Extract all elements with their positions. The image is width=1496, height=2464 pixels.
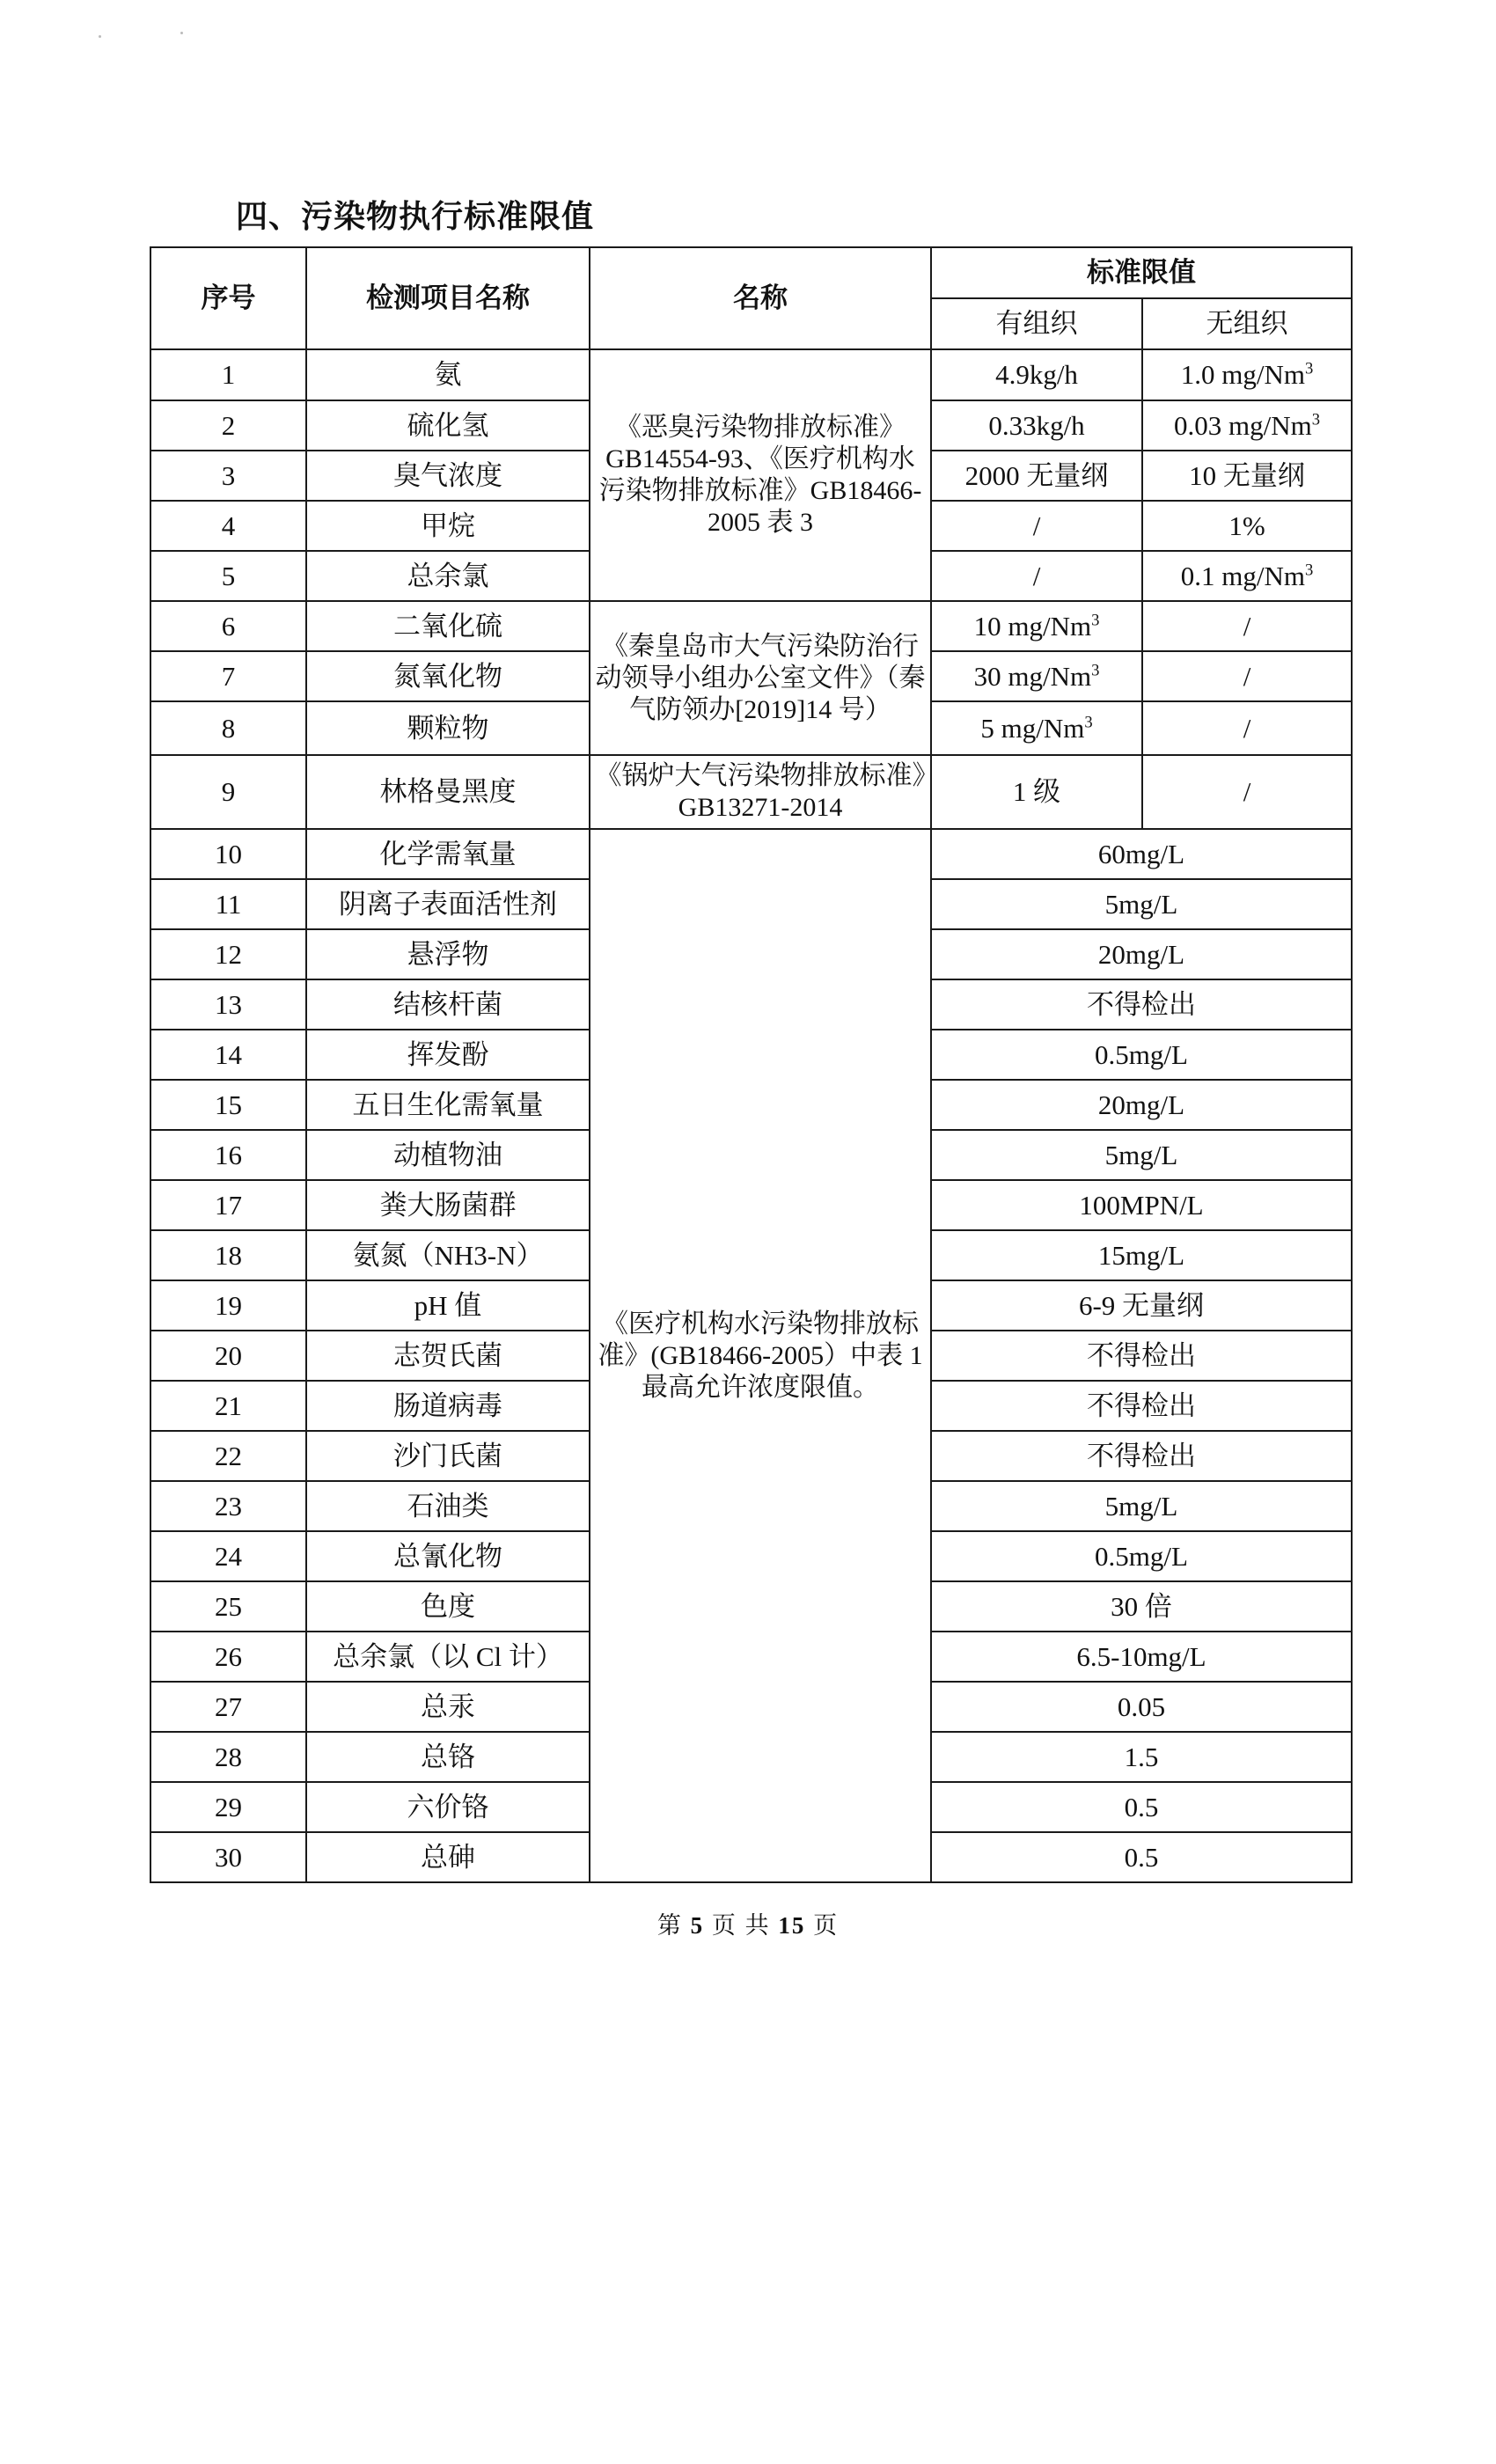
row-item: 总氰化物 [306,1531,590,1581]
row-index: 21 [150,1381,306,1431]
footer-middle: 页 共 [711,1912,771,1939]
row-organized: 2000 无量纲 [931,451,1142,501]
row-item: 肠道病毒 [306,1381,590,1431]
table-header-row [150,247,1352,298]
header-unorganized: 无组织 [1142,298,1352,349]
row-organized: 4.9kg/h [931,349,1142,400]
row-organized: 5 mg/Nm$^3$ [931,701,1142,755]
pollutant-limits-table [150,246,1353,1883]
row-item: 六价铬 [306,1782,590,1832]
row-item: 氮氧化物 [306,651,590,701]
header-index: 序号 [150,247,306,349]
row-item: 结核杆菌 [306,979,590,1030]
scan-speck [180,32,183,34]
row-unorganized: 1.0 mg/Nm$^3$ [1142,349,1352,400]
row-limit: 不得检出 [931,1331,1352,1381]
header-item: 检测项目名称 [306,247,590,349]
footer-page-number: 5 [690,1912,705,1939]
row-item: 氨氮（NH3-N） [306,1230,590,1280]
row-organized: 1 级 [931,755,1142,829]
row-organized: / [931,501,1142,551]
row-limit: 60mg/L [931,829,1352,879]
row-item: pH 值 [306,1280,590,1331]
row-index: 5 [150,551,306,601]
row-index: 10 [150,829,306,879]
row-index: 24 [150,1531,306,1581]
header-organized: 有组织 [931,298,1142,349]
row-item: 总余氯 [306,551,590,601]
standard-qinhuangdao: 《秦皇岛市大气污染防治行动领导小组办公室文件》（秦气防领办[2019]14 号） [590,601,931,755]
row-index: 18 [150,1230,306,1280]
header-limit: 标准限值 [931,247,1352,298]
row-unorganized: 10 无量纲 [1142,451,1352,501]
row-item: 总砷 [306,1832,590,1882]
row-limit: 5mg/L [931,879,1352,929]
row-item: 挥发酚 [306,1030,590,1080]
row-unorganized: / [1142,755,1352,829]
row-item: 总铬 [306,1732,590,1782]
row-index: 14 [150,1030,306,1080]
row-item: 悬浮物 [306,929,590,979]
row-item: 五日生化需氧量 [306,1080,590,1130]
row-index: 8 [150,701,306,755]
row-index: 9 [150,755,306,829]
row-index: 25 [150,1581,306,1632]
row-limit: 不得检出 [931,979,1352,1030]
row-limit: 不得检出 [931,1431,1352,1481]
row-unorganized: / [1142,701,1352,755]
row-item: 粪大肠菌群 [306,1180,590,1230]
row-index: 30 [150,1832,306,1882]
row-limit: 6-9 无量纲 [931,1280,1352,1331]
row-organized: 10 mg/Nm$^3$ [931,601,1142,651]
row-limit: 5mg/L [931,1130,1352,1180]
row-item: 化学需氧量 [306,829,590,879]
row-item: 沙门氏菌 [306,1431,590,1481]
row-limit: 0.5 [931,1782,1352,1832]
standard-medical-water: 《医疗机构水污染物排放标准》(GB18466-2005）中表 1 最高允许浓度限值。 [590,829,931,1882]
scan-speck [99,35,101,38]
standard-boiler: 《锅炉大气污染物排放标准》GB13271-2014 [590,755,931,829]
row-index: 19 [150,1280,306,1331]
row-limit: 不得检出 [931,1381,1352,1431]
row-index: 7 [150,651,306,701]
row-index: 4 [150,501,306,551]
row-unorganized: 0.1 mg/Nm$^3$ [1142,551,1352,601]
row-limit: 6.5-10mg/L [931,1632,1352,1682]
section-title: 四、污染物执行标准限值 [236,199,595,234]
row-index: 29 [150,1782,306,1832]
row-limit: 20mg/L [931,929,1352,979]
row-limit: 5mg/L [931,1481,1352,1531]
row-organized: / [931,551,1142,601]
footer-total-pages: 15 [778,1912,806,1939]
row-limit: 30 倍 [931,1581,1352,1632]
page-footer [0,1906,1496,1940]
table-row [150,601,1352,651]
footer-prefix: 第 [656,1912,683,1939]
row-limit: 100MPN/L [931,1180,1352,1230]
row-organized: 30 mg/Nm$^3$ [931,651,1142,701]
footer-suffix: 页 [813,1912,840,1939]
row-index: 11 [150,879,306,929]
row-index: 2 [150,400,306,451]
standard-odor: 《恶臭污染物排放标准》GB14554-93、《医疗机构水污染物排放标准》GB18466-2005 表 3 [590,349,931,601]
row-item: 颗粒物 [306,701,590,755]
row-item: 林格曼黑度 [306,755,590,829]
row-item: 动植物油 [306,1130,590,1180]
row-index: 6 [150,601,306,651]
row-limit: 0.5mg/L [931,1531,1352,1581]
row-unorganized: 1% [1142,501,1352,551]
row-index: 3 [150,451,306,501]
row-item: 二氧化硫 [306,601,590,651]
row-organized: 0.33kg/h [931,400,1142,451]
row-unorganized: / [1142,601,1352,651]
row-item: 硫化氢 [306,400,590,451]
row-index: 12 [150,929,306,979]
row-item: 色度 [306,1581,590,1632]
row-index: 17 [150,1180,306,1230]
row-limit: 0.05 [931,1682,1352,1732]
row-item: 石油类 [306,1481,590,1531]
row-index: 28 [150,1732,306,1782]
row-item: 总汞 [306,1682,590,1732]
row-unorganized: 0.03 mg/Nm$^3$ [1142,400,1352,451]
row-index: 23 [150,1481,306,1531]
row-limit: 0.5 [931,1832,1352,1882]
table-row [150,349,1352,400]
row-index: 1 [150,349,306,400]
row-index: 27 [150,1682,306,1732]
header-name: 名称 [590,247,931,349]
row-item: 臭气浓度 [306,451,590,501]
row-unorganized: / [1142,651,1352,701]
table-row [150,755,1352,829]
row-index: 15 [150,1080,306,1130]
row-item: 阴离子表面活性剂 [306,879,590,929]
row-index: 20 [150,1331,306,1381]
row-index: 16 [150,1130,306,1180]
row-item: 氨 [306,349,590,400]
row-item: 甲烷 [306,501,590,551]
row-index: 22 [150,1431,306,1481]
row-index: 13 [150,979,306,1030]
row-item: 总余氯（以 Cl 计） [306,1632,590,1682]
row-limit: 1.5 [931,1732,1352,1782]
table-row [150,829,1352,879]
row-item: 志贺氏菌 [306,1331,590,1381]
row-limit: 0.5mg/L [931,1030,1352,1080]
row-limit: 15mg/L [931,1230,1352,1280]
row-limit: 20mg/L [931,1080,1352,1130]
row-index: 26 [150,1632,306,1682]
